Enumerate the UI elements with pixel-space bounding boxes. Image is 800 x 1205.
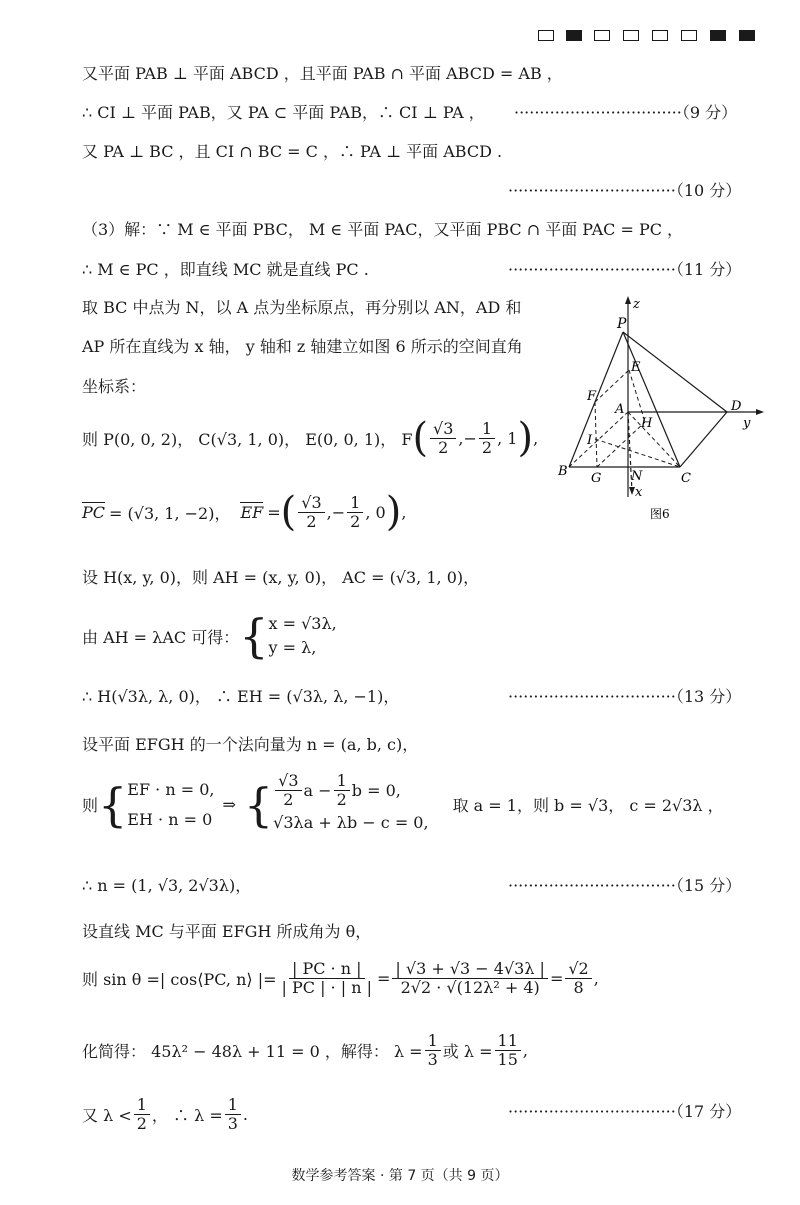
left-paren: ( — [412, 415, 429, 461]
edge-fe — [595, 370, 629, 402]
header-square — [710, 30, 726, 41]
proof-line: ∴ n = (1, √3, 2√3λ)， — [82, 876, 252, 895]
label-G: G — [591, 471, 602, 486]
equation: x = √3λ, — [268, 614, 337, 633]
equation: EF · n = 0, — [127, 779, 215, 799]
proof-line: AP 所在直线为 x 轴， y 轴和 z 轴建立如图 6 所示的空间直角 — [82, 337, 523, 356]
proof-line: 设 H(x, y, 0)，则 AH = (x, y, 0)， AC = (√3, 1, 0)， — [82, 568, 480, 587]
vector-line: PC = (√3, 1, −2)， EF = ( $\frac{√3}{2}$ , − $\frac{1}{2}$ , 0 ) , — [82, 489, 407, 535]
edge-fg — [595, 402, 597, 467]
normal-vector-system — [82, 772, 724, 837]
proof-line: ∴ H(√3λ, λ, 0)， ∴ EH = (√3λ, λ, −1)， — [82, 687, 400, 706]
proof-line: 坐标系： — [82, 377, 147, 396]
score-marker: ·································（9 分） — [514, 103, 738, 122]
proof-text: 则 — [82, 796, 99, 815]
label-F: F — [587, 389, 597, 404]
comma-one: , 1 — [497, 428, 518, 448]
header-square — [652, 30, 668, 41]
system-line — [82, 609, 337, 663]
fraction: $\frac{√3}{2}$ — [275, 772, 301, 809]
header-square — [594, 30, 610, 41]
vector-ef: EF — [240, 502, 264, 522]
header-square — [681, 30, 697, 41]
equals: = — [549, 969, 564, 988]
fraction: $\frac{√3}{2}$ — [298, 494, 324, 531]
score-marker: ·································（10 分） — [508, 181, 742, 200]
header-square — [566, 30, 582, 41]
proof-text: 由 AH = λAC 可得： — [82, 627, 240, 647]
proof-line: 又平面 PAB ⊥ 平面 ABCD ，且平面 PAB ∩ 平面 ABCD = AB ， — [82, 64, 563, 83]
fraction: $\frac{1}{2}$ — [334, 772, 350, 809]
proof-line: 取 BC 中点为 N，以 A 点为坐标原点，再分别以 AN，AD 和 — [82, 298, 522, 317]
label-x: x — [635, 485, 643, 500]
equation-system — [273, 772, 428, 837]
fraction: $\frac{1}{2}$ — [134, 1096, 150, 1133]
proof-text: ， ∴ λ = — [151, 1106, 223, 1125]
equation: EH · n = 0 — [127, 809, 213, 829]
left-brace: { — [239, 609, 269, 663]
proof-line: （3）解：∵ M ∈ 平面 PBC， M ∈ 平面 PAC，又平面 PBC ∩ 平面 PAC = PC ， — [82, 220, 684, 239]
comma-zero: , 0 — [365, 502, 386, 522]
minus: − — [331, 502, 346, 522]
score-marker: ·································（17 分） — [508, 1102, 742, 1121]
fraction: $\frac{1}{3}$ — [225, 1096, 241, 1133]
edge-gh — [597, 422, 645, 467]
left-paren: ( — [280, 489, 297, 535]
comma: , — [458, 428, 464, 448]
score-marker: ·································（13 分） — [508, 687, 742, 706]
proof-text: 化简得： 45λ² − 48λ + 11 = 0 ，解得： λ = — [82, 1042, 423, 1061]
header-square — [739, 30, 755, 41]
proof-line: 设平面 EFGH 的一个法向量为 n = (a, b, c)， — [82, 735, 419, 754]
solution-line: 化简得： 45λ² − 48λ + 11 = 0 ，解得： λ = $\frac{1}{3}$ 或 λ = $\frac{11}{15}$ , — [82, 1031, 528, 1069]
label-I: I — [587, 433, 593, 448]
label-E: E — [631, 360, 641, 375]
label-C: C — [681, 471, 691, 486]
y-axis-arrow — [756, 409, 764, 415]
comma: , — [326, 502, 332, 522]
fraction: $\frac{11}{15}$ — [495, 1032, 521, 1069]
conclusion-line: 又 λ < $\frac{1}{2}$ ， ∴ λ = $\frac{1}{3}$ . — [82, 1095, 249, 1133]
label-N: N — [631, 469, 643, 484]
equation: $\frac{√3}{2}$ a − $\frac{1}{2}$ b = 0, — [273, 772, 428, 809]
fraction: $\frac{1}{3}$ — [425, 1032, 441, 1069]
figure-caption: 图6 — [650, 507, 670, 521]
z-axis-arrow — [625, 296, 631, 304]
proof-text: 或 λ = — [442, 1042, 493, 1061]
label-A: A — [615, 402, 625, 417]
left-brace: { — [243, 777, 274, 832]
equation: √3λa + λb − c = 0, — [273, 813, 429, 832]
label-y: y — [743, 416, 751, 431]
right-paren: ) — [385, 489, 402, 535]
page-footer: 数学参考答案 · 第 7 页（共 9 页） — [291, 1168, 509, 1184]
score-marker: ·································（15 分） — [508, 876, 742, 895]
header-square — [538, 30, 554, 41]
label-B: B — [558, 464, 568, 479]
equation-system — [268, 612, 336, 660]
sine-line: 则 sin θ =| cos⟨PC, n⟩ |= $\frac{| PC \cdot n |}{| PC | \cdot | n |}$ = $\frac{| √3 + √3 - 4√3\lambda |}{\text{2√2 · √(12λ² + 4)}}$ = $\frac{√2}{8}$ , — [82, 959, 599, 997]
header-square — [623, 30, 639, 41]
proof-line: 又 PA ⊥ BC ，且 CI ∩ BC = C ，∴ PA ⊥ 平面 ABCD . — [82, 142, 503, 161]
implies: ⇒ — [222, 795, 236, 814]
proof-line: ∴ CI ⊥ 平面 PAB，又 PA ⊂ 平面 PAB，∴ CI ⊥ PA ， — [82, 103, 485, 122]
fraction: $\frac{1}{2}$ — [479, 420, 495, 457]
proof-line: 设直线 MC 与平面 EFGH 所成角为 θ， — [82, 922, 372, 941]
equation: y = λ, — [268, 638, 317, 657]
equation-system — [127, 775, 214, 835]
edge-ac — [628, 412, 680, 467]
left-brace: { — [98, 777, 128, 832]
fraction: $\frac{√3}{2}$ — [430, 420, 456, 457]
minus: − — [463, 428, 477, 448]
edge-cd — [680, 412, 727, 467]
proof-line: ∴ M ∈ PC ，即直线 MC 就是直线 PC . — [82, 260, 369, 279]
fraction: $\frac{√2}{8}$ — [565, 960, 591, 997]
coordinate-text: 则 P(0, 0, 2)， C(√3, 1, 0)， E(0, 0, 1)， F — [82, 429, 413, 449]
proof-text: 又 λ < — [82, 1106, 132, 1125]
label-H: H — [641, 416, 653, 431]
label-P: P — [617, 316, 627, 332]
label-z: z — [633, 297, 640, 312]
vector-pc: PC — [82, 502, 106, 522]
edge-pc — [623, 332, 680, 467]
edge-ab — [569, 412, 628, 467]
right-paren: ) — [517, 415, 534, 461]
vector-pc-value: = (√3, 1, −2)， — [109, 503, 231, 523]
proof-text: 则 sin θ =| cos⟨PC, n⟩ |= — [82, 970, 277, 989]
equals: = — [376, 969, 391, 988]
proof-text: 取 a = 1，则 b = √3， c = 2√3λ ， — [452, 796, 724, 815]
figure-6 — [555, 292, 770, 522]
fraction: $\frac{| √3 + √3 - 4√3\lambda |}{\text{2√2 · √(12λ² + 4)}}$ — [392, 960, 548, 997]
fraction: $\frac{1}{2}$ — [347, 494, 363, 531]
coordinate-line: 则 P(0, 0, 2)， C(√3, 1, 0)， E(0, 0, 1)， F ( $\frac{√3}{2}$ , − $\frac{1}{2}$ , 1 ) , — [82, 415, 539, 461]
score-marker: ·································（11 分） — [508, 260, 742, 279]
label-D: D — [731, 399, 742, 414]
fraction: $\frac{| PC \cdot n |}{| PC | \cdot | n |}$ — [281, 959, 372, 997]
